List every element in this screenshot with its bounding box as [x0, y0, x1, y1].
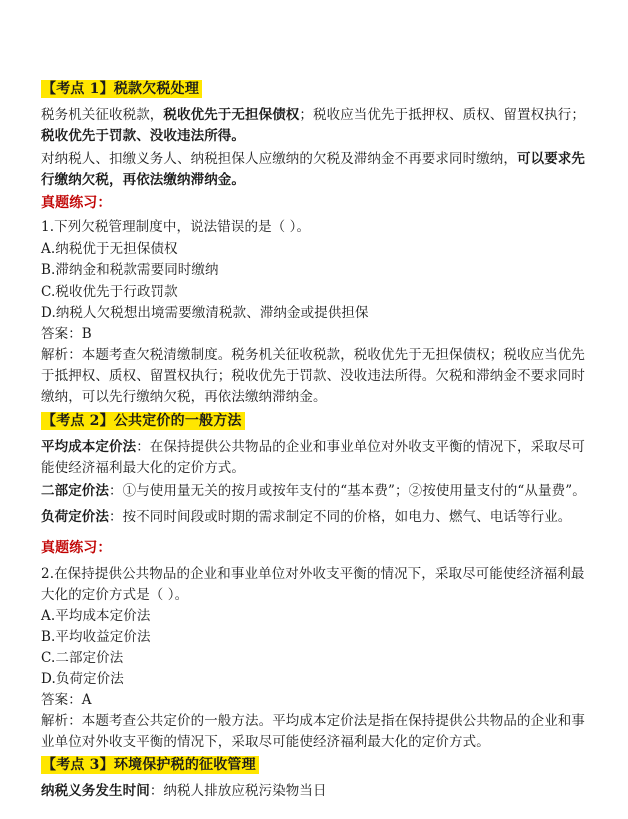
- s2-question-line2: 大化的定价方式是（ ）。: [41, 587, 189, 603]
- s1-para1-line1: [41, 106, 585, 124]
- s3-text: ：纳税人排放应税污染物当日: [149, 783, 327, 799]
- s1-explanation-line1: 解析：本题考查欠税清缴制度。税务机关征收税款，税收优先于无担保债权；税收应当优先: [41, 347, 585, 363]
- s1-para1-line2: [41, 127, 245, 145]
- s1-para2-line2: [41, 171, 245, 189]
- section1-heading-line: [41, 80, 202, 98]
- s2-avg-line2: 能使经济福利最大化的定价方式。: [41, 460, 245, 476]
- s2-answer: 答案：A: [41, 692, 92, 708]
- s1-question: 1.下列欠税管理制度中，说法错误的是（ ）。: [41, 219, 311, 235]
- s1-bold: 税收优先于无担保债权: [163, 107, 300, 123]
- s2-avg-line1: [41, 438, 585, 456]
- s1-option-b: B.滞纳金和税款需要同时缴纳: [41, 262, 219, 278]
- section3-heading-line: [41, 756, 259, 774]
- s1-explanation-line3: 缴纳，可以先行缴纳欠税，再依法缴纳滞纳金。: [41, 389, 327, 405]
- s1-bold: 行缴纳欠税，再依法缴纳滞纳金。: [41, 172, 245, 188]
- s2-load-line: [41, 508, 571, 526]
- s2-practice-label: 真题练习：: [41, 540, 112, 556]
- s1-bold: 可以要求先: [517, 151, 585, 167]
- s2-term: 负荷定价法: [41, 509, 109, 525]
- s1-option-a: A.纳税优于无担保债权: [41, 241, 178, 257]
- s1-para2-line1: [41, 150, 585, 168]
- s2-text: ：①与使用量无关的按月或按年支付的“基本费”；②按使用量支付的“从量费”。: [109, 483, 586, 499]
- s2-text: ：在保持提供公共物品的企业和事业单位对外收支平衡的情况下，采取尽可: [136, 439, 586, 455]
- s2-option-b: B.平均收益定价法: [41, 629, 151, 645]
- s2-option-d: D.负荷定价法: [41, 671, 124, 687]
- s3-tax-time-line: [41, 782, 327, 800]
- s2-explanation-line1: 解析：本题考查公共定价的一般方法。平均成本定价法是指在保持提供公共物品的企业和事: [41, 713, 585, 729]
- s2-option-c: C.二部定价法: [41, 650, 124, 666]
- s1-bold: 税收优先于罚款、没收违法所得。: [41, 128, 245, 144]
- s3-term: 纳税义务发生时间: [41, 783, 150, 799]
- s2-text: ：按不同时间段或时期的需求制定不同的价格，如电力、燃气、电话等行业。: [109, 509, 572, 525]
- s2-term: 平均成本定价法: [41, 439, 137, 455]
- section2-heading: 【考点 2】公共定价的一般方法: [41, 412, 245, 430]
- s1-text: 对纳税人、扣缴义务人、纳税担保人应缴纳的欠税及滞纳金不再要求同时缴纳，: [41, 151, 517, 167]
- s2-two-part-line: [41, 482, 586, 500]
- s2-question-line1: 2.在保持提供公共物品的企业和事业单位对外收支平衡的情况下，采取尽可能使经济福利最: [41, 566, 585, 582]
- section2-heading-line: [41, 412, 245, 430]
- s2-option-a: A.平均成本定价法: [41, 608, 151, 624]
- section3-heading: 【考点 3】环境保护税的征收管理: [41, 756, 259, 774]
- section1-heading: 【考点 1】税款欠税处理: [41, 80, 202, 98]
- s1-option-c: C.税收优先于行政罚款: [41, 284, 178, 300]
- s2-term: 二部定价法: [41, 483, 109, 499]
- s2-explanation-line2: 业单位对外收支平衡的情况下，采取尽可能使经济福利最大化的定价方式。: [41, 734, 490, 750]
- s1-explanation-line2: 于抵押权、质权、留置权执行；税收优先于罚款、没收违法所得。欠税和滞纳金不要求同时: [41, 368, 585, 384]
- s1-answer: 答案：B: [41, 326, 92, 342]
- s1-text: ；税收应当优先于抵押权、质权、留置权执行；: [299, 107, 586, 123]
- s1-text: 税务机关征收税款，: [41, 107, 164, 123]
- s1-practice-label: 真题练习：: [41, 195, 112, 211]
- s1-option-d: D.纳税人欠税想出境需要缴清税款、滞纳金或提供担保: [41, 305, 369, 321]
